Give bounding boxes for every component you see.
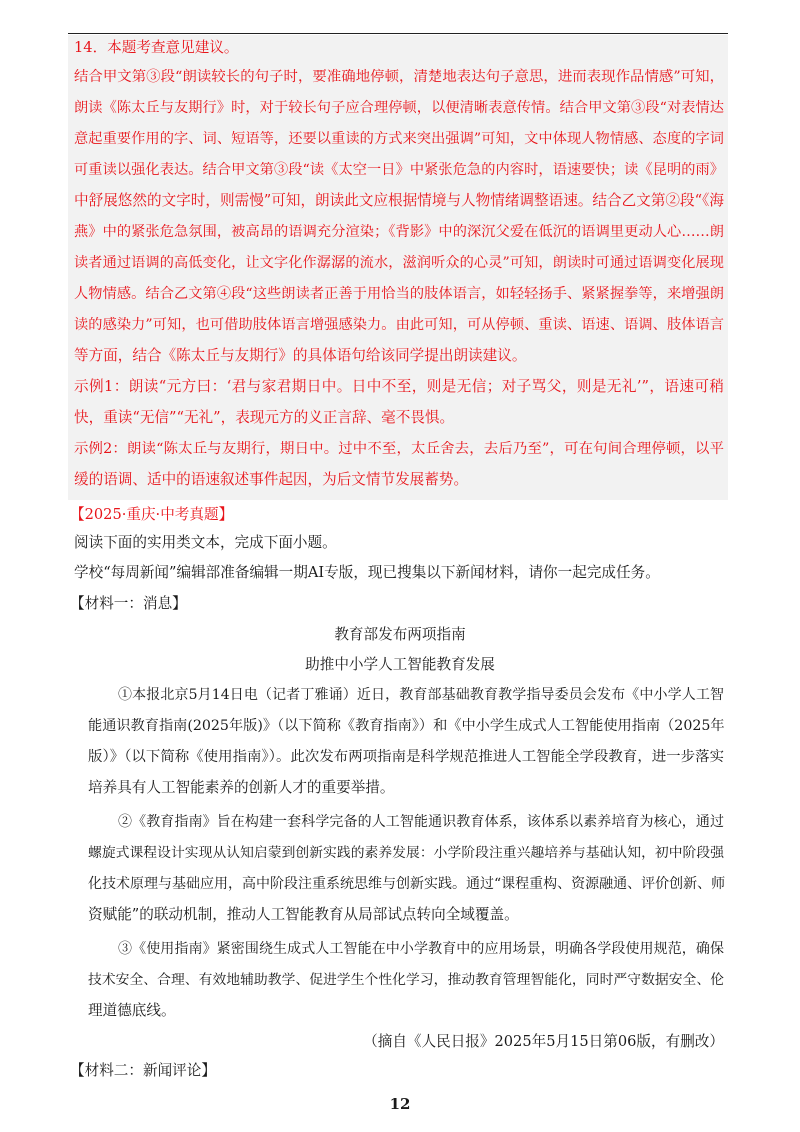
exam-source-tag: 【2025·重庆·中考真题】	[70, 506, 234, 523]
paragraph-3-line: 技术安全、合理、有效地辅助教学、促进学生个性化学习，推动教育管理智能化，同时严守数据安全、伦	[88, 972, 724, 988]
news-headline: 教育部发布两项指南	[334, 626, 466, 643]
answer-line: 结合甲文第③段“朗读较长的句子时，要准确地停顿，清楚地表达句子意思，进而表现作品情感”可知，	[74, 69, 724, 85]
answer-line: 14．本题考查意见建议。	[74, 39, 239, 56]
answer-line: 读的感染力”可知，也可借助肢体语言增强感染力。由此可知，可从停顿、重读、语速、语调、肢体语言	[74, 317, 724, 333]
paragraph-1-line: ①本报北京5月14日电（记者丁雅诵）近日，教育部基础教育教学指导委员会发布《中小学人工智	[118, 687, 724, 703]
answer-example-1: 示例1：朗读“元方曰：‘君与家君期日中。日中不至，则是无信；对子骂父，则是无礼’”，语速可稍	[74, 378, 724, 395]
answer-line: 可重读以强化表达。结合甲文第③段“读《太空一日》中紧张危急的内容时，语速要快；读《昆明的雨》	[74, 162, 724, 178]
paragraph-3-line: ③《使用指南》紧密围绕生成式人工智能在中小学教育中的应用场景，明确各学段使用规范，确保	[118, 941, 724, 957]
paragraph-2-line: 化技术原理与基础应用，高中阶段注重系统思维与创新实践。通过“课程重构、资源融通、评价创新、师	[88, 876, 726, 892]
paragraph-3-line: 理道德底线。	[88, 1002, 176, 1019]
material-2-heading: 【材料二：新闻评论】	[70, 1062, 216, 1079]
answer-line: 人物情感。结合乙文第④段“这些朗读者正善于用恰当的肢体语言，如轻轻扬手、紧紧握拳等，来增强朗	[74, 286, 724, 302]
answer-line: 朗读《陈太丘与友期行》时，对于较长句子应合理停顿，以便清晰表意传情。结合甲文第③段“对表情达	[74, 100, 724, 116]
news-subheadline: 助推中小学人工智能教育发展	[305, 656, 495, 673]
paragraph-1-line: 能通识教育指南(2025年版)》（以下简称《教育指南》）和《中小学生成式人工智能使用指南（2025年	[88, 718, 725, 734]
paragraph-1-line: 培养具有人工智能素养的创新人才的重要举措。	[88, 779, 395, 796]
paragraph-2-line: 资赋能”的联动机制，推动人工智能教育从局部试点转向全域覆盖。	[88, 906, 519, 923]
page-number: 12	[389, 1095, 411, 1113]
answer-line: 中舒展悠然的文字时，则需慢”可知，朗读此文应根据情境与人物情绪调整语速。结合乙文第②段“《海	[74, 192, 724, 209]
answer-line: 缓的语调、适中的语速叙述事件起因，为后文情节发展蓄势。	[74, 471, 469, 488]
task-description: 学校“每周新闻”编辑部准备编辑一期AI专版，现已搜集以下新闻材料，请你一起完成任务。	[74, 564, 660, 581]
answer-example-2: 示例2：朗读“陈太丘与友期行，期日中。过中不至，太丘舍去，去后乃至”，可在句间合理停顿，以平	[74, 441, 724, 457]
paragraph-1-line: 版）》（以下简称《使用指南》）。此次发布两项指南是科学规范推进人工智能全学段教育，进一步落实	[88, 749, 724, 765]
source-citation: （摘自《人民日报》2025年5月15日第06版，有删改）	[363, 1033, 724, 1050]
answer-line: 意起重要作用的字、词、短语等，还要以重读的方式来突出强调”可知，文中体现人物情感、态度的字词	[74, 131, 724, 147]
answer-line: 燕》中的紧张危急氛围，被高昂的语调充分渲染；《背影》中的深沉父爱在低沉的语调里更动人心……朗	[74, 224, 724, 240]
answer-line: 读者通过语调的高低变化，让文字化作潺潺的流水，滋润听众的心灵”可知，朗读时可通过语调变化展现	[74, 255, 724, 271]
paragraph-2-line: 螺旋式课程设计实现从认知启蒙到创新实践的素养发展：小学阶段注重兴趣培养与基础认知，初中阶段强	[88, 845, 724, 861]
top-divider	[68, 33, 728, 34]
answer-line: 等方面，结合《陈太丘与友期行》的具体语句给该同学提出朗读建议。	[74, 347, 527, 364]
reading-instruction: 阅读下面的实用类文本，完成下面小题。	[74, 534, 337, 551]
material-1-heading: 【材料一：消息】	[70, 595, 187, 612]
answer-line: 快，重读“无信”“无礼”，表现元方的义正言辞、毫不畏惧。	[74, 409, 455, 426]
paragraph-2-line: ②《教育指南》旨在构建一套科学完备的人工智能通识教育体系，该体系以素养培育为核心，通过	[118, 814, 724, 830]
